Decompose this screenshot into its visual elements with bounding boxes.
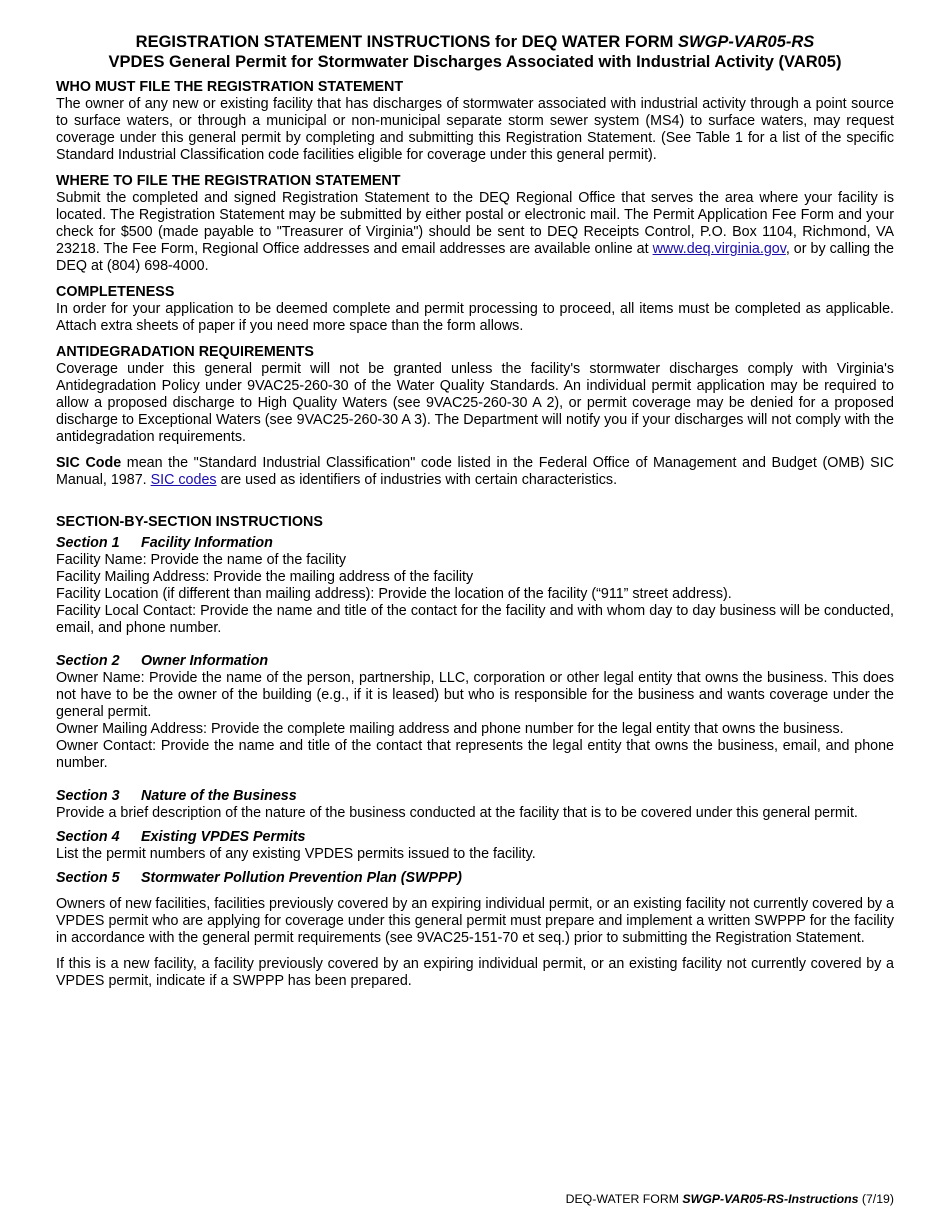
where-heading: WHERE TO FILE THE REGISTRATION STATEMENT: [56, 173, 401, 189]
section-3-body: Provide a brief description of the nature of the business conducted at the facility that is to be covered under this general permit.: [56, 805, 858, 821]
who-heading: WHO MUST FILE THE REGISTRATION STATEMENT: [56, 79, 404, 95]
page-footer: DEQ-WATER FORM SWGP-VAR05-RS-Instructions (7/19): [565, 1192, 894, 1206]
instructions-heading: SECTION-BY-SECTION INSTRUCTIONS: [56, 514, 323, 530]
title-line-2: VPDES General Permit for Stormwater Discharges Associated with Industrial Activity (VAR05): [108, 52, 842, 71]
section-1-line: Facility Location (if different than mailing address): Provide the location of the facility (“911” street address).: [56, 586, 732, 602]
section-2-line: Owner Name: Provide the name of the person, partnership, LLC, corporation or other legal entity that owns the business. This does not have to be the owner of the building (e.g., if it is leased) but who is responsible for the business and wants coverage under the general permit.: [56, 670, 894, 720]
where-body: Submit the completed and signed Registration Statement to the DEQ Regional Office that serves the area where your facility is located. The Registration Statement may be submitted by either postal or electronic mail. The Permit Application Fee Form and your check for $500 (made payable to "Treasurer of Virginia") should be sent to DEQ Receipts Control, P.O. Box 1104, Richmond, VA 23218. The Fee Form, Regional Office addresses and email addresses are available online at www.deq.virginia.gov, or by calling the DEQ at (804) 698-4000.: [56, 190, 894, 274]
section-1-line: Facility Local Contact: Provide the name and title of the contact for the facility and with whom day to day business will be conducted, email, and phone number.: [56, 603, 894, 636]
who-body: The owner of any new or existing facility that has discharges of stormwater associated with industrial activity through a point source to surface waters, or through a municipal or non-municipal separate storm sewer system (MS4) to surface waters, may request coverage under this general permit by completing and submitting this Registration Statement. (See Table 1 for a list of the specific Standard Industrial Classification code facilities eligible for coverage under this general permit).: [56, 96, 894, 163]
completeness-body: In order for your application to be deemed complete and permit processing to proceed, all items must be completed as applicable. Attach extra sheets of paper if you need more space than the form allows.: [56, 301, 894, 334]
section-5-paragraph: If this is a new facility, a facility previously covered by an expiring individual permit, or an existing facility not currently covered by a VPDES permit, indicate if a SWPPP has been prepared.: [56, 956, 894, 989]
title-line-1: REGISTRATION STATEMENT INSTRUCTIONS for DEQ WATER FORM SWGP-VAR05-RS: [135, 33, 815, 51]
section-2-line: Owner Contact: Provide the name and title of the contact that represents the legal entity that owns the business, email, and phone number.: [56, 738, 894, 771]
antidegradation-heading: ANTIDEGRADATION REQUIREMENTS: [56, 344, 314, 360]
section-3: Section 3 Nature of the Business Provide a brief description of the nature of the business conducted at the facility that is to be covered under this general permit.: [56, 788, 894, 822]
deq-website-link[interactable]: www.deq.virginia.gov: [652, 241, 786, 257]
section-2: Section 2 Owner Information Owner Name: Provide the name of the person, partnership, LLC, corporation or other legal entity that owns the business. This does not have to be the owner of the building (e.g., if it is leased) but who is responsible for the business and wants coverage under the general permit. Owner Mailing Address: Provide the complete mailing address and phone number for the legal entity that owns the business. Owner Contact: Provide the name and title of the contact that represents the legal entity that owns the business, email, and phone number.: [56, 653, 894, 771]
sic-codes-link[interactable]: SIC codes: [150, 472, 217, 488]
sic-paragraph: SIC Code mean the "Standard Industrial Classification" code listed in the Federal Office of Management and Budget (OMB) SIC Manual, 1987. SIC codes are used as identifiers of industries with certain characteristics.: [56, 455, 894, 488]
section-5-paragraph: Owners of new facilities, facilities previously covered by an expiring individual permit, or an existing facility not currently covered by a VPDES permit who are applying for coverage under this general permit must prepare and implement a written SWPPP for the facility in accordance with the general permit requirements (see 9VAC25-151-70 et seq.) prior to submitting the Registration Statement.: [56, 896, 894, 946]
section-5: Section 5 Stormwater Pollution Prevention Plan (SWPPP) Owners of new facilities, facilities previously covered by an expiring individual permit, or an existing facility not currently covered by a VPDES permit who are applying for coverage under this general permit must prepare and implement a written SWPPP for the facility in accordance with the general permit requirements (see 9VAC25-151-70 et seq.) prior to submitting the Registration Statement. If this is a new facility, a facility previously covered by an expiring individual permit, or an existing facility not currently covered by a VPDES permit, indicate if a SWPPP has been prepared.: [56, 870, 894, 989]
antidegradation-body: Coverage under this general permit will not be granted unless the facility's stormwater discharges comply with Virginia's Antidegradation Policy under 9VAC25-260-30 of the Water Quality Standards. An individual permit application may be required to allow a proposed discharge to High Quality Waters (see 9VAC25-260-30 A 2), or permit coverage may be denied for a proposed discharge to Exceptional Waters (see 9VAC25-260-30 A 3). The Department will notify you if your discharges will not comply with the antidegradation requirements.: [56, 361, 894, 445]
section-1-line: Facility Name: Provide the name of the facility: [56, 552, 347, 568]
document-page: [56, 33, 894, 990]
completeness-heading: COMPLETENESS: [56, 284, 175, 300]
section-1: Section 1 Facility Information Facility Name: Provide the name of the facility Facility Mailing Address: Provide the mailing address of the facility Facility Location (if different than mailing address): Provide the location of the facility (“911” street address). Facility Local Contact: Provide the name and title of the contact for the facility and with whom day to day business will be conducted, email, and phone number.: [56, 535, 894, 636]
section-4-body: List the permit numbers of any existing VPDES permits issued to the facility.: [56, 846, 536, 862]
document-title: [56, 33, 894, 72]
section-2-line: Owner Mailing Address: Provide the complete mailing address and phone number for the legal entity that owns the business.: [56, 721, 844, 737]
section-1-line: Facility Mailing Address: Provide the mailing address of the facility: [56, 569, 474, 585]
section-4: Section 4 Existing VPDES Permits List the permit numbers of any existing VPDES permits issued to the facility.: [56, 829, 894, 863]
